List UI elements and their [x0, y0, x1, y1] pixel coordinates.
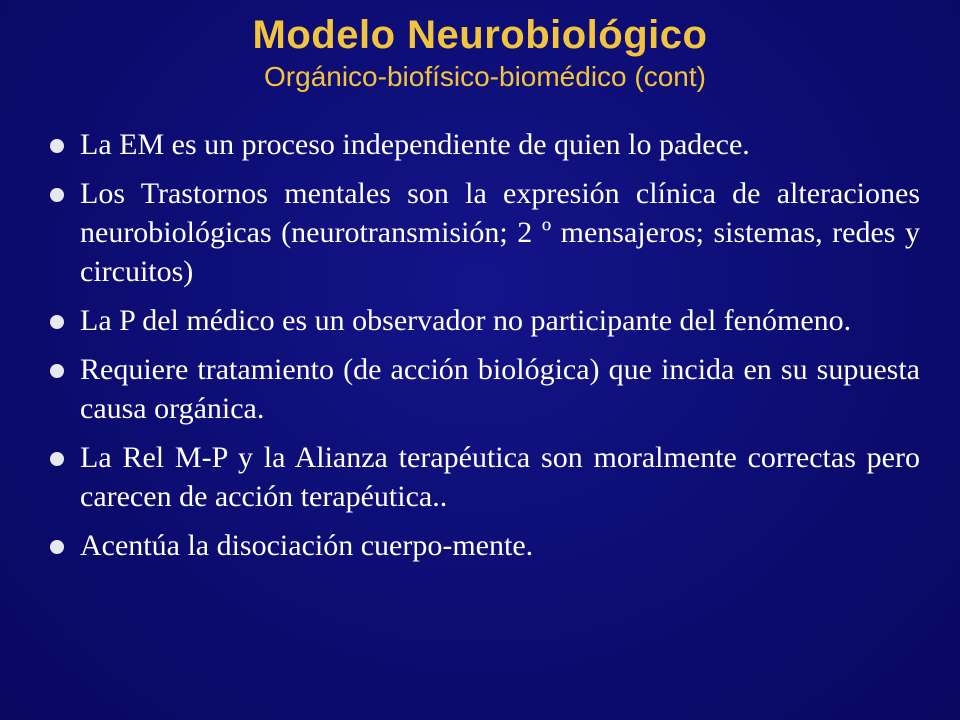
bullet-text: La EM es un proceso independiente de quien lo padece. — [80, 128, 750, 161]
bullet-text: Acentúa la disociación cuerpo-mente. — [80, 529, 534, 562]
bullet-text: Los Trastornos mentales son la expresión clínica de alteraciones neurobiológicas (neurotransmisión; 2 º mensajeros; sistemas, redes y circuitos) — [80, 177, 920, 288]
bullet-item — [50, 526, 920, 565]
bullet-list — [50, 125, 920, 575]
bullet-dot-icon — [50, 188, 64, 202]
bullet-dot-icon — [50, 139, 64, 153]
title-block — [0, 10, 960, 94]
slide-title: Modelo Neurobiológico — [252, 13, 708, 57]
bullet-dot-icon — [50, 315, 64, 329]
bullet-item — [50, 350, 920, 428]
bullet-text: La Rel M-P y la Alianza terapéutica son moralmente correctas pero carecen de acción terapéutica.. — [80, 441, 920, 513]
slide-subtitle: Orgánico-biofísico-biomédico (cont) — [264, 61, 706, 92]
bullet-dot-icon — [50, 452, 64, 466]
bullet-item — [50, 438, 920, 516]
bullet-item — [50, 174, 920, 291]
bullet-text: La P del médico es un observador no participante del fenómeno. — [80, 304, 852, 337]
bullet-text: Requiere tratamiento (de acción biológica) que incida en su supuesta causa orgánica. — [80, 353, 920, 425]
bullet-item — [50, 125, 920, 164]
bullet-dot-icon — [50, 540, 64, 554]
bullet-dot-icon — [50, 364, 64, 378]
bullet-item — [50, 301, 920, 340]
